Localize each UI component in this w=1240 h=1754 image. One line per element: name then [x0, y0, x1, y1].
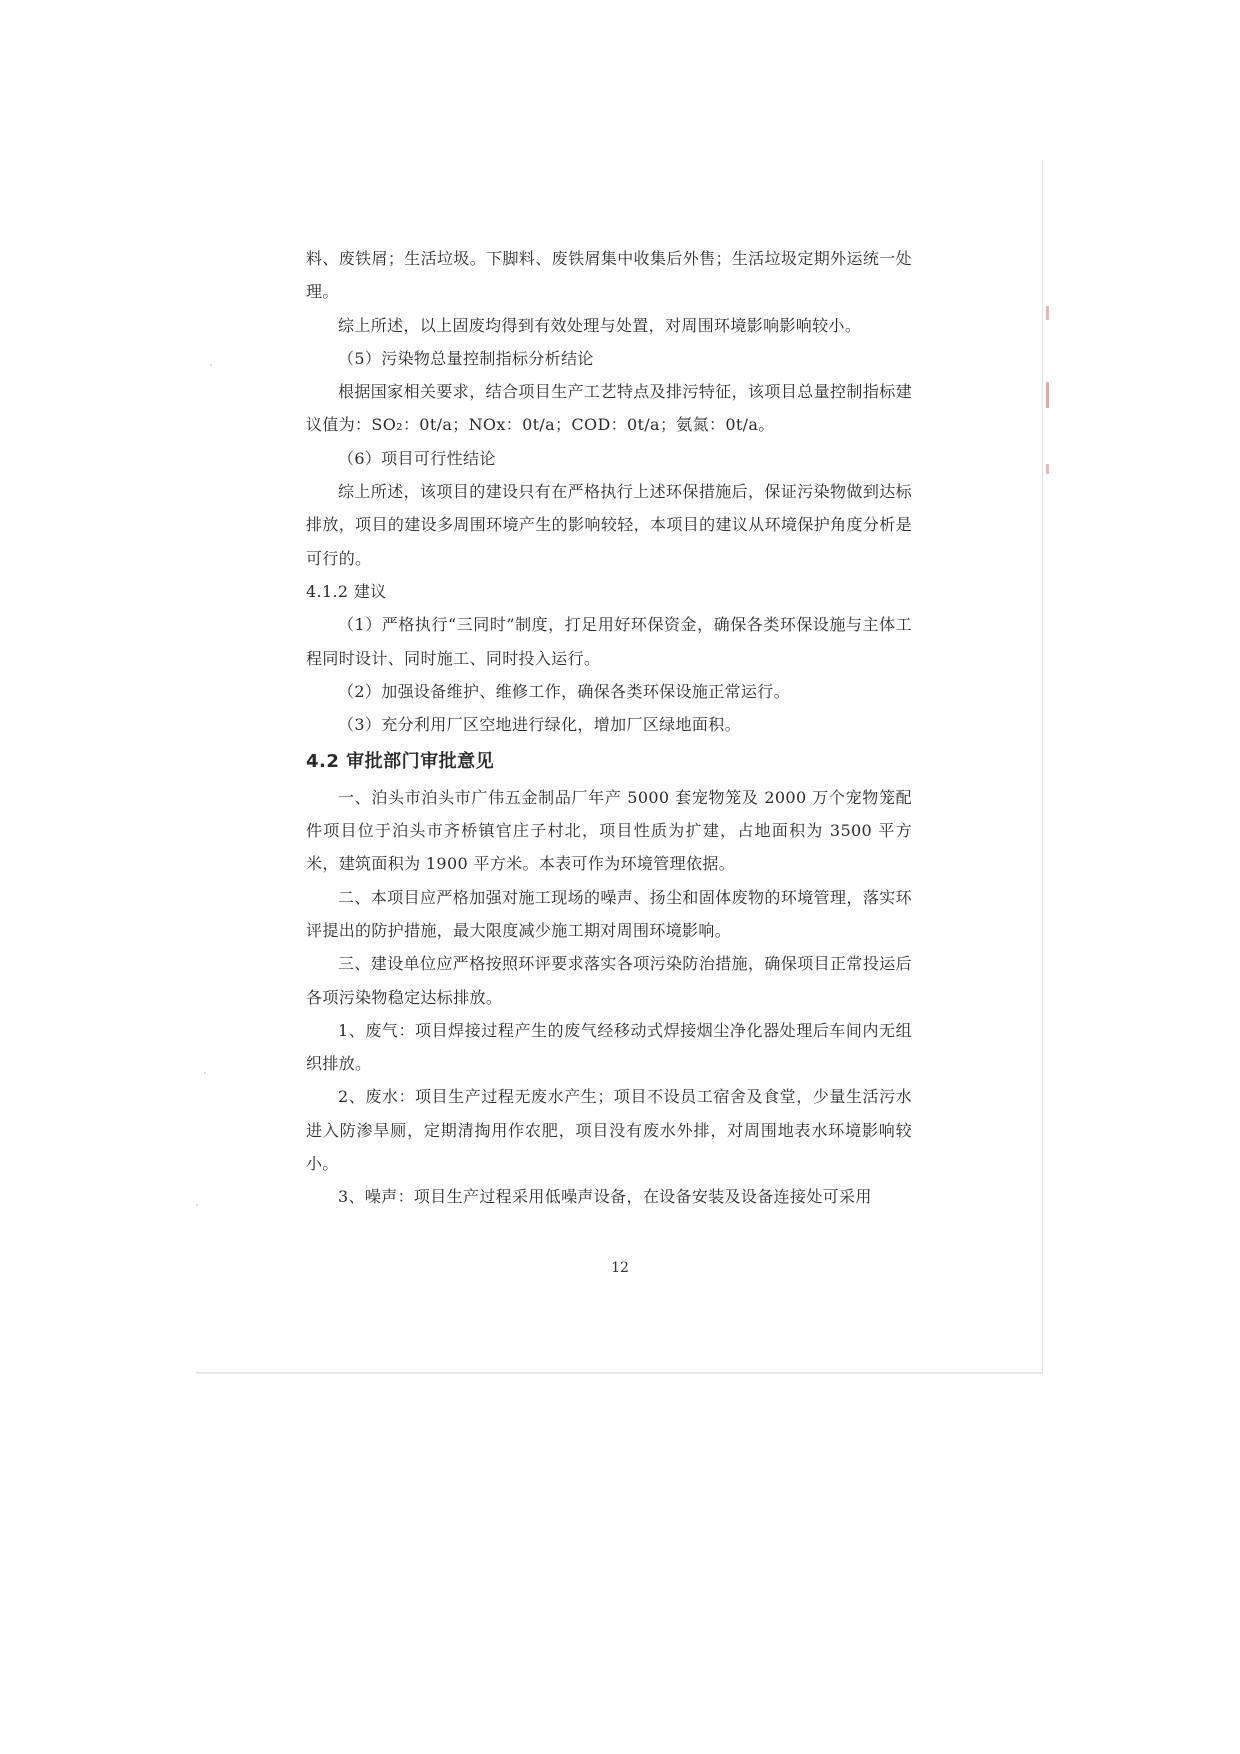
suggestion-item: （3）充分利用厂区空地进行绿化，增加厂区绿地面积。: [338, 715, 741, 735]
approval-subitem-water: 2、废水：项目生产过程无废水产生；项目不设员工宿舍及食堂，少量生活污水进入防渗旱厕，定期清掏用作农肥，项目没有废水外排，对周围地表水环境影响较小。: [306, 1087, 912, 1174]
red-stamp-fragment: [1046, 464, 1049, 474]
paragraph-solid-waste: 料、废铁屑；生活垃圾。下脚料、废铁屑集中收集后外售；生活垃圾定期外运统一处理。: [306, 249, 912, 302]
paragraph-solid-waste-summary: 综上所述，以上固废均得到有效处理与处置，对周围环境影响影响较小。: [338, 315, 862, 335]
paragraph-total-control: 根据国家相关要求，结合项目生产工艺特点及排污特征，该项目总量控制指标建议值为：SO₂：0t/a；NOx：0t/a；COD：0t/a；氨氮：0t/a。: [306, 382, 912, 435]
scan-speck: [196, 1204, 198, 1206]
subheading-total-control: （5）污染物总量控制指标分析结论: [338, 348, 594, 368]
red-stamp-fragment: [1046, 382, 1049, 408]
suggestion-item: （1）严格执行“三同时”制度，打足用好环保资金，确保各类环保设施与主体工程同时设计、同时施工、同时投入运行。: [306, 615, 912, 668]
subheading-suggestions: 4.1.2 建议: [306, 581, 387, 601]
paragraph-feasibility: 综上所述，该项目的建设只有在严格执行上述环保措施后，保证污染物做到达标排放，项目的建设多周围环境产生的影响较轻，本项目的建议从环境保护角度分析是可行的。: [306, 482, 912, 568]
scan-speck: [204, 1072, 206, 1074]
red-stamp-fragment: [1046, 306, 1049, 320]
section-heading-approval: 4.2 审批部门审批意见: [306, 751, 495, 773]
suggestion-item: （2）加强设备维护、维修工作，确保各类环保设施正常运行。: [338, 681, 790, 701]
approval-subitem-gas: 1、废气：项目焊接过程产生的废气经移动式焊接烟尘净化器处理后车间内无组织排放。: [306, 1020, 912, 1074]
page-number: 12: [611, 1260, 629, 1276]
approval-item: 三、建设单位应严格按照环评要求落实各项污染防治措施，确保项目正常投运后各项污染物稳定达标排放。: [306, 954, 912, 1007]
approval-item: 一、泊头市泊头市广伟五金制品厂年产 5000 套宠物笼及 2000 万个宠物笼配件项目位于泊头市齐桥镇官庄子村北，项目性质为扩建，占地面积为 3500 平方米，建筑面积为 1900 平方米。本表可作为环境管理依据。: [306, 787, 912, 874]
document-body: [306, 242, 912, 1214]
scan-edge-right: [1042, 160, 1043, 1374]
approval-item: 二、本项目应严格加强对施工现场的噪声、扬尘和固体废物的环境管理，落实环评提出的防护措施，最大限度减少施工期对周围环境影响。: [306, 887, 912, 940]
scan-speck: [210, 364, 212, 366]
approval-subitem-noise: 3、噪声：项目生产过程采用低噪声设备，在设备安装及设备连接处可采用: [338, 1187, 872, 1207]
subheading-feasibility: （6）项目可行性结论: [338, 448, 496, 468]
scan-edge-bottom: [196, 1372, 1042, 1374]
